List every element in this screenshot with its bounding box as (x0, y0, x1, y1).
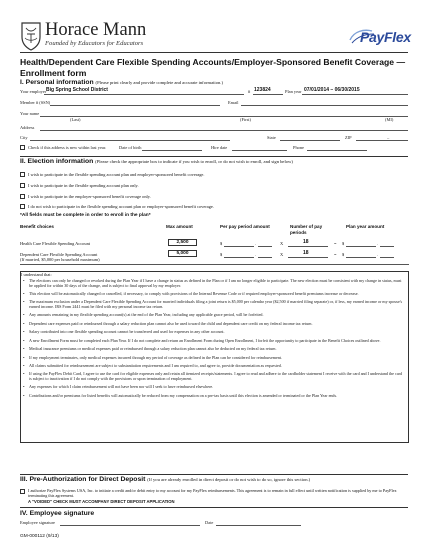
row-1-per-pay-cents[interactable] (258, 246, 272, 247)
row-2-label: Dependent Care Flexible Spending Account (20, 252, 98, 257)
row-2-times: X (280, 252, 284, 257)
election-option-4-checkbox[interactable] (20, 204, 25, 209)
city-label: City (20, 135, 28, 140)
row-2-max-amount: 5,000 (168, 250, 197, 257)
form-id: GM-000112 (9/13) (20, 534, 59, 539)
terms-list (21, 279, 405, 402)
email-field[interactable] (241, 105, 408, 106)
member-label: Member # (SSN) (20, 100, 51, 105)
section-4-heading: IV. Employee signature (20, 510, 95, 517)
signature-field[interactable] (60, 525, 200, 526)
city-field[interactable] (30, 140, 230, 141)
row-1-dot: . (255, 241, 257, 246)
name-label: Your name (20, 111, 40, 116)
first-name-caption: (First) (240, 117, 251, 122)
number-label: # (248, 89, 251, 94)
col-max-amount: Max amount (166, 224, 193, 229)
section-3-rule (20, 507, 408, 508)
brand-name: Horace Mann (45, 20, 147, 40)
row-1-equals: = (334, 241, 337, 246)
list-item: • The elections can only be changed or revoked during the Plan Year if I have a change in status as defined in the Plan or if I am no longer eligible to participate. The new election must be consistent with my change in status, must be applied for within 30 days of the change, and is subject to final approval by my employer. (21, 279, 405, 288)
horace-mann-logo (20, 21, 146, 51)
row-2-per-pay-cents[interactable] (258, 257, 272, 258)
email-label: Email (228, 100, 239, 105)
dob-field[interactable] (142, 150, 202, 151)
signature-line-top[interactable] (20, 264, 409, 265)
section-2-heading: II. Election information (Please check the appropriate box to indicate if you wish to enroll, or do not wish to enroll, and sign below) (20, 158, 293, 165)
date-field[interactable] (216, 525, 301, 526)
section-2-rule (20, 474, 408, 475)
zip-field[interactable] (356, 140, 408, 141)
row-1-label: Health Care Flexible Spending Account (20, 241, 90, 246)
state-label: State (267, 135, 276, 140)
plan-year-field[interactable]: 07/01/2014 – 06/30/2015 (304, 87, 360, 93)
section-1-heading: I. Personal information (Please print clearly and provide complete and accurate information.) (20, 79, 223, 86)
employer-field[interactable]: Big Spring School District (46, 87, 108, 93)
voided-check-note: A "VOIDED" CHECK MUST ACCOMPANY DIRECT DEPOSIT APPLICATION (28, 499, 175, 504)
employer-label: Your employer (20, 89, 47, 94)
list-item: • This election will be automatically changed or cancelled, if necessary, to comply with provisions of the Internal Revenue Code or if required employer-sponsored benefit premiums increase or decrease. (21, 292, 405, 297)
election-option-3-label: I wish to participate in the employer-sponsored benefit coverage only. (28, 194, 151, 199)
shield-icon (20, 21, 42, 51)
list-item: • If my employment terminates, only medical expenses incurred through my period of coverage as defined in the Plan can be considered for reimbursement. (21, 356, 405, 361)
row-2-dot-2: . (377, 252, 379, 257)
signature-label: Employee signature (20, 520, 55, 525)
row-1-dot-2: . (377, 241, 379, 246)
election-option-1-checkbox[interactable] (20, 172, 25, 177)
group-number-field[interactable]: 123824 (254, 87, 271, 93)
middle-initial-caption: (MI) (385, 117, 394, 122)
header-rule (20, 52, 408, 53)
plan-year-label: Plan year (285, 89, 302, 94)
list-item: • Medical insurance premiums or medical expenses paid or reimbursed through a salary reduction plan cannot also be deducted on my federal tax return. (21, 347, 405, 352)
row-1-times: X (280, 241, 284, 246)
name-field[interactable] (40, 116, 408, 117)
address-label: Address (20, 125, 35, 130)
list-item: • Dependent care expenses paid or reimbursed through a salary reduction plan cannot also be used toward the child and dependent care credit on my federal income tax return. (21, 322, 405, 327)
row-2-dollar: $ (220, 252, 223, 257)
hire-date-label: Hire date (211, 145, 228, 150)
state-field[interactable] (280, 140, 340, 141)
row-1-plan-year-cents[interactable] (380, 246, 394, 247)
list-item: • The maximum exclusion under a Dependent Care Flexible Spending Account for married individuals filing a joint return is $5,000 per calendar year ($2,500 if married filing separate) or, if less, my earned income or my spouse's earned income. IRS Form 2441 must be filed with my personal income tax return. (21, 300, 405, 309)
terms-intro: I understand that: (21, 272, 52, 277)
row-1-dollar: $ (220, 241, 223, 246)
election-option-2-checkbox[interactable] (20, 183, 25, 188)
direct-deposit-text: I authorize PayFlex Systems USA, Inc. to initiate a credit and/or debit entry to my account for my PayFlex reimbursements. This agreement is to remain in full effect until written notification is supplied by me to PayFlex terminating this agreement. (28, 488, 397, 498)
section-3-heading: III. Pre-Authorization for Direct Deposit (If you are already enrolled in direct deposit or do not wish to do so, ignore this section.) (20, 476, 311, 483)
payflex-logo (348, 28, 411, 48)
list-item: • If using the PayFlex Debit Card, I agree to use the card for eligible expenses only and retain all itemized receipts/statements. I agree to read and adhere to the cardholder statement I receive with the card and I understand the card is subject to inactivation if I do not comply with the provisions or upon termination of employment. (21, 372, 405, 381)
row-2-plan-year-dollars[interactable] (346, 257, 376, 258)
zip-label: ZIP (345, 135, 352, 140)
section-1-rule (20, 156, 408, 157)
row-2-sublabel: (If married, $5,000 per household maximum) (20, 257, 100, 262)
col-number-of-periods: Number of pay periods (290, 224, 323, 235)
col-benefit-choices: Benefit choices (20, 224, 54, 229)
partner-name: PayFlex (360, 29, 411, 45)
row-2-periods[interactable]: 18 (303, 250, 309, 256)
date-label: Date (205, 520, 214, 525)
hire-date-field[interactable] (232, 150, 287, 151)
row-1-dollar-2: $ (342, 241, 345, 246)
brand-tagline: Founded by Educators for Educators (45, 40, 144, 47)
new-address-checkbox[interactable] (20, 145, 25, 150)
election-option-4-label: I do not wish to participate in the flexible spending account plan or employer-sponsored benefit coverage. (28, 204, 214, 209)
list-item: • All claims submitted for reimbursement are subject to substantiation requirements and I am required to, and agree to, provide documentation as requested. (21, 364, 405, 369)
list-item: • Any expenses for which I claim reimbursement will not have been nor will I seek to have reimbursed elsewhere. (21, 385, 405, 390)
list-item: • Any amounts remaining in my flexible spending account(s) at the end of the Plan Year, including any applicable grace period, will be forfeited. (21, 313, 405, 318)
row-1-periods[interactable]: 18 (303, 239, 309, 245)
row-2-dollar-2: $ (342, 252, 345, 257)
employer-line (44, 94, 244, 95)
row-1-periods-line (288, 246, 328, 247)
number-line (253, 94, 283, 95)
list-item: • Contributions and/or premiums for listed benefits will automatically be reduced from my compensation on a pre-tax basis until this election is amended or terminated or the Plan Year ends. (21, 394, 405, 399)
direct-deposit-checkbox[interactable] (20, 489, 25, 494)
row-2-periods-line (288, 257, 328, 258)
list-item: • Salary contributed into one flexible spending account cannot be transferred and used for expenses in any other account. (21, 330, 405, 335)
row-2-per-pay-dollars[interactable] (224, 257, 254, 258)
election-option-2-label: I wish to participate in the flexible spending account plan only. (28, 183, 139, 188)
election-option-1-label: I wish to participate in the flexible spending account plan and employer-sponsored benefit coverage. (28, 172, 205, 177)
col-plan-year-amount: Plan year amount (346, 224, 385, 229)
plan-year-line (302, 94, 408, 95)
list-item: • A new Enrollment Form must be completed each Plan Year. If I do not complete and return an Enrollment Form during Open Enrollment, I forfeit the opportunity to participate in the Benefit Choices outlined above. (21, 339, 405, 344)
phone-label: Phone (293, 145, 304, 150)
row-1-plan-year-dollars[interactable] (346, 246, 376, 247)
member-field[interactable] (50, 105, 220, 106)
row-2-plan-year-cents[interactable] (380, 257, 394, 258)
row-1-per-pay-dollars[interactable] (224, 246, 254, 247)
last-name-caption: (Last) (70, 117, 81, 122)
dob-label: Date of birth (119, 145, 142, 150)
row-2-equals: = (334, 252, 337, 257)
address-field[interactable] (40, 130, 408, 131)
phone-field[interactable] (307, 150, 367, 151)
row-1-max-amount: 2,500 (168, 239, 197, 246)
new-address-label: Check if this address is new within last year. (28, 145, 107, 150)
page-title: Health/Dependent Care Flexible Spending Accounts/Employer-Sponsored Benefit Coverage — Enrollment form (20, 57, 406, 78)
row-2-dot: . (255, 252, 257, 257)
col-per-pay-period: Per pay period amount (220, 224, 270, 229)
election-option-3-checkbox[interactable] (20, 194, 25, 199)
zip-dash: – (387, 135, 390, 140)
required-note: *All fields must be complete in order to enroll in the plan* (20, 213, 151, 218)
